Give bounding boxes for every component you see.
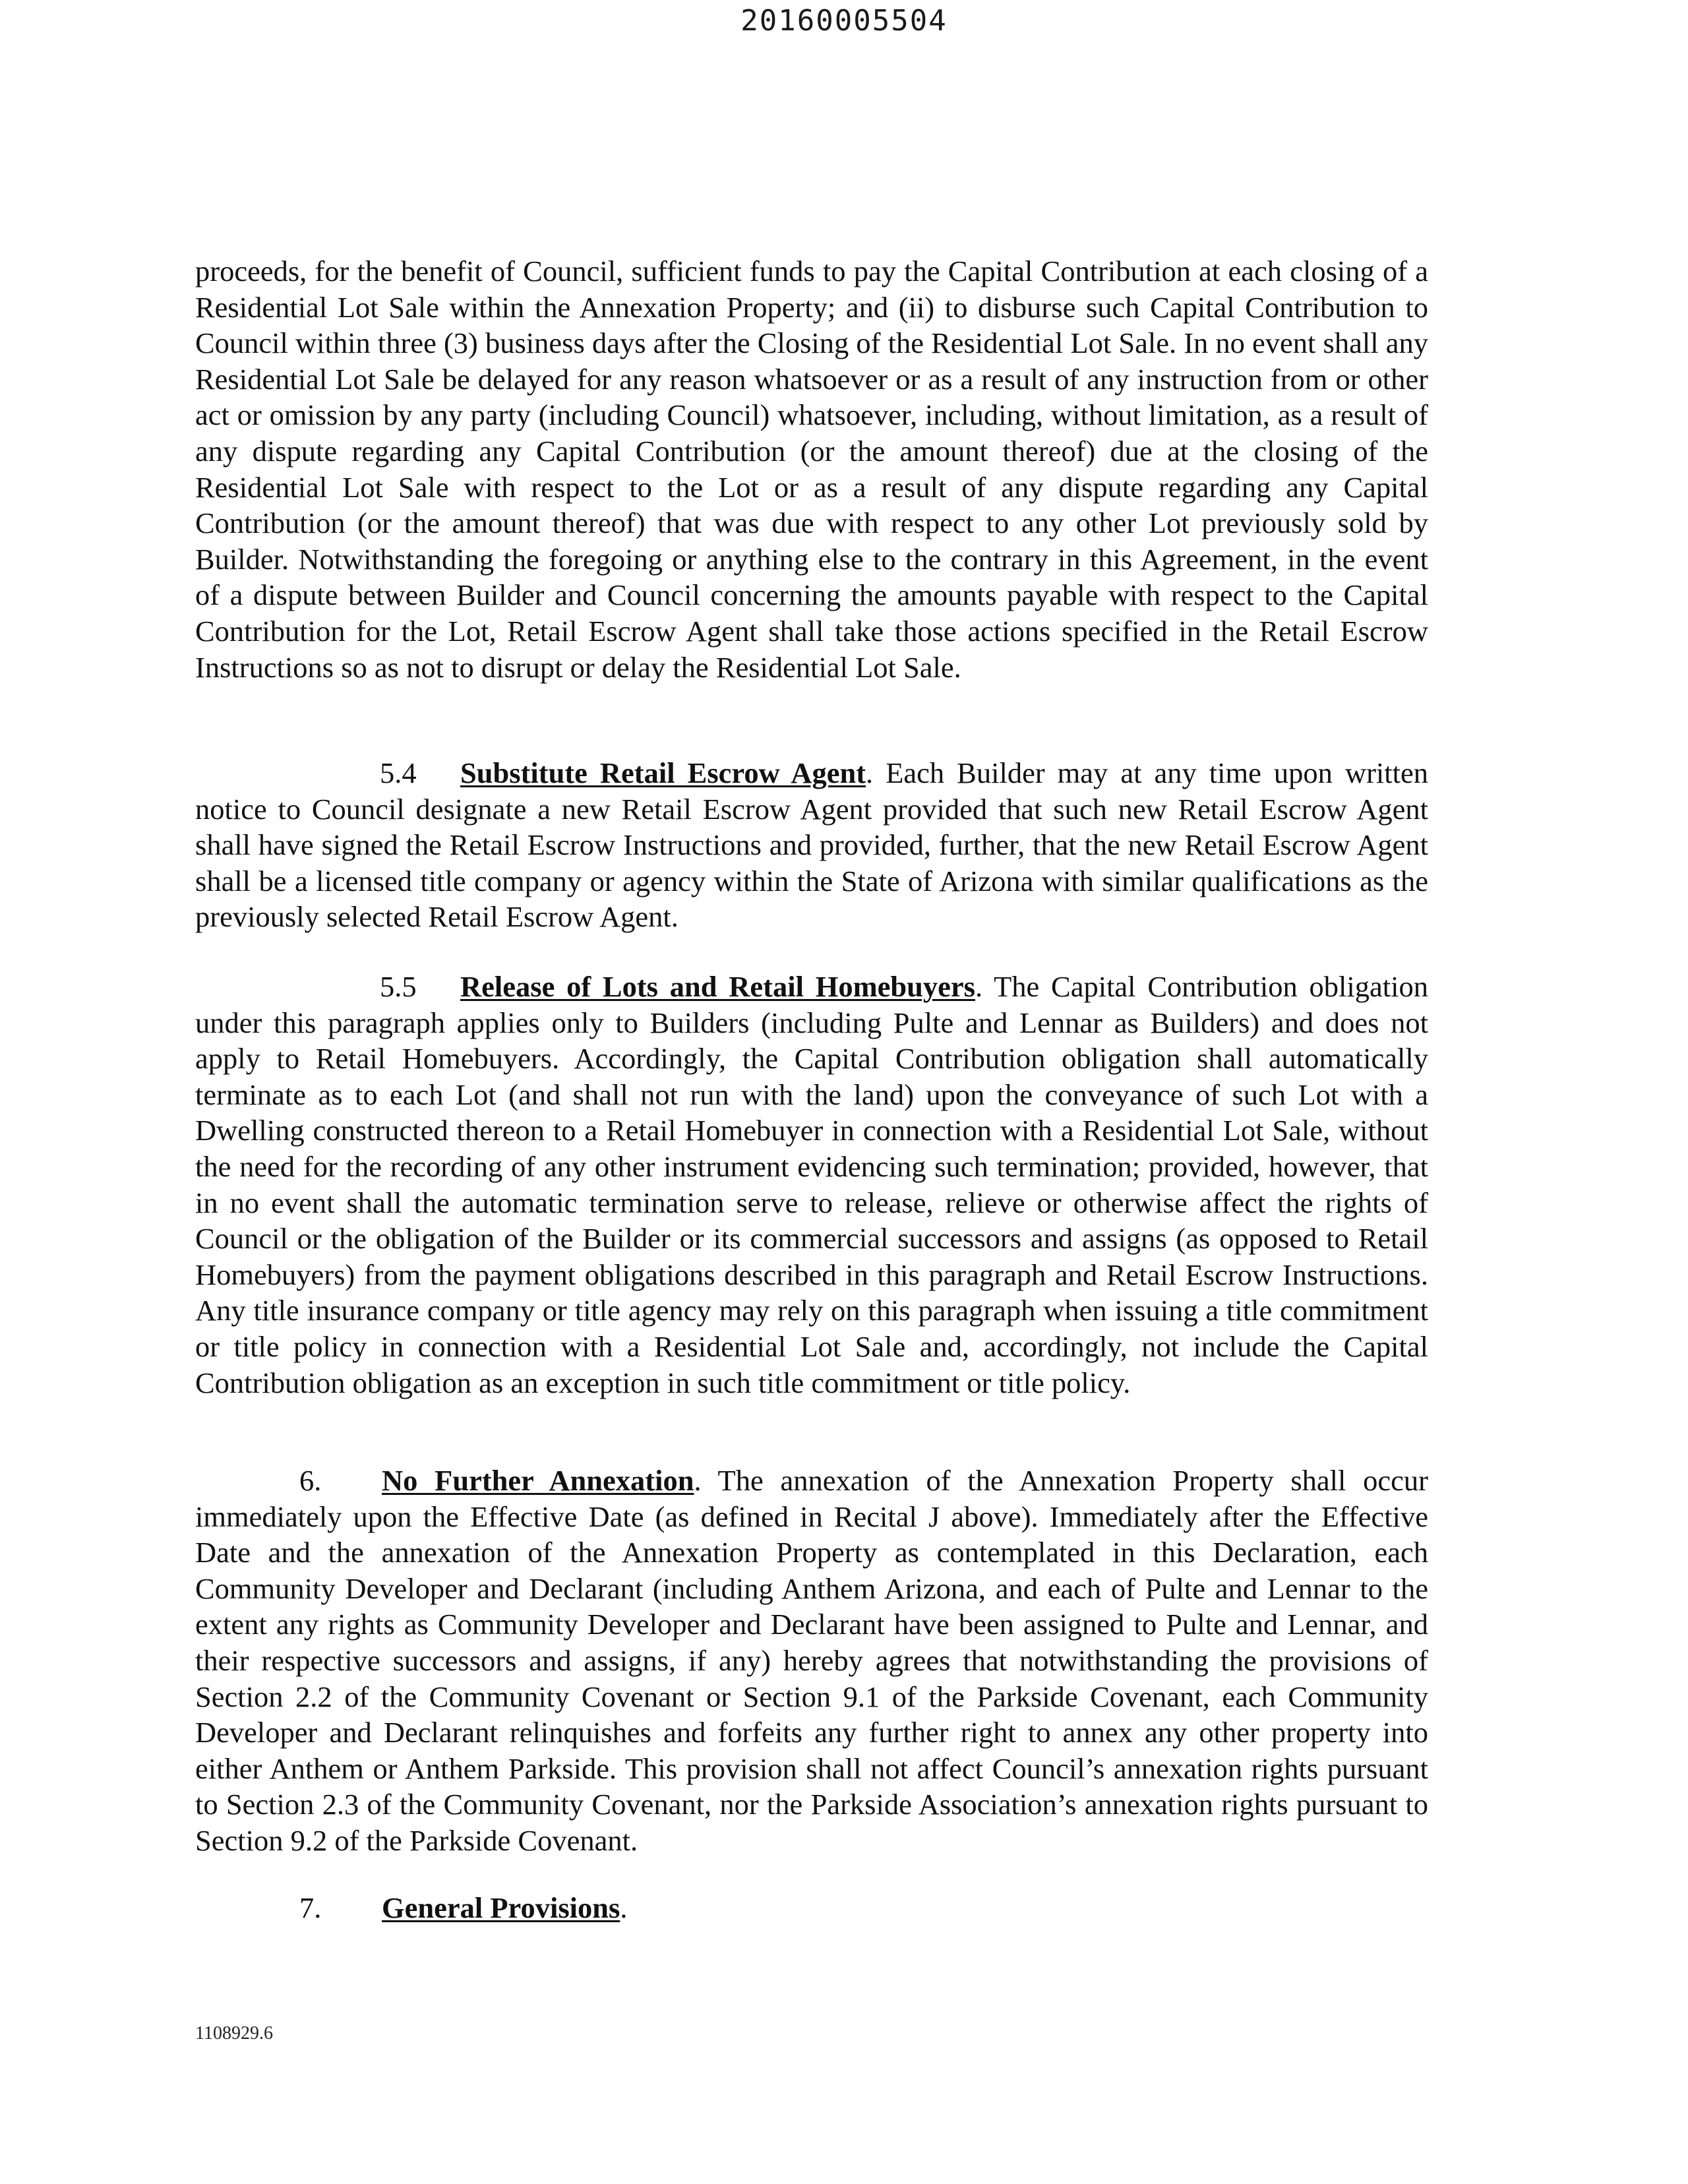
section-number: 6.	[299, 1464, 322, 1497]
recording-number: 20160005504	[740, 4, 948, 38]
section-text: .	[620, 1891, 628, 1924]
section-number: 7.	[299, 1891, 322, 1924]
section-heading: Substitute Retail Escrow Agent	[460, 756, 866, 789]
section-text: . The Capital Contribution obligation under this paragraph applies only to Builders (including Pulte and Lennar as Builders) and does not apply to Retail Homebuyers. Accordingly, the Capital Contribution obligation shall automatically terminate as to each Lot (and shall not run with the land) upon the conveyance of such Lot with a Dwelling constructed thereon to a Retail Homebuyer in connection with a Residential Lot Sale, without the need for the recording of any other instrument evidencing such termination; provided, however, that in no event shall the automatic termination serve to release, relieve or otherwise affect the rights of Council or the obligation of the Builder or its commercial successors and assigns (as opposed to Retail Homebuyers) from the payment obligations described in this paragraph and Retail Escrow Instructions. Any title insurance company or title agency may rely on this paragraph when issuing a title commitment or title policy in connection with a Residential Lot Sale and, accordingly, not include the Capital Contribution obligation as an exception in such title commitment or title policy.	[195, 970, 1428, 1399]
section-7	[195, 1890, 1428, 1926]
section-text: . Each Builder may at any time upon written notice to Council designate a new Retail Escrow Agent provided that such new Retail Escrow Agent shall have signed the Retail Escrow Instructions and provided, further, that the new Retail Escrow Agent shall be a licensed title company or agency within the State of Arizona with similar qualifications as the previously selected Retail Escrow Agent.	[195, 756, 1428, 934]
section-heading: Release of Lots and Retail Homebuyers	[460, 970, 975, 1003]
document-id: 1108929.6	[195, 2023, 273, 2044]
section-6	[195, 1463, 1428, 1859]
paragraph-continuation: proceeds, for the benefit of Council, sufficient funds to pay the Capital Contribution at each closing of a Residential Lot Sale within the Annexation Property; and (ii) to disburse such Capital Contribution to Council within three (3) business days after the Closing of the Residential Lot Sale. In no event shall any Residential Lot Sale be delayed for any reason whatsoever or as a result of any instruction from or other act or omission by any party (including Council) whatsoever, including, without limitation, as a result of any dispute regarding any Capital Contribution (or the amount thereof) due at the closing of the Residential Lot Sale with respect to the Lot or as a result of any dispute regarding any Capital Contribution (or the amount thereof) that was due with respect to any other Lot previously sold by Builder. Notwithstanding the foregoing or anything else to the contrary in this Agreement, in the event of a dispute between Builder and Council concerning the amounts payable with respect to the Capital Contribution for the Lot, Retail Escrow Agent shall take those actions specified in the Retail Escrow Instructions so as not to disrupt or delay the Residential Lot Sale.	[195, 255, 1428, 684]
section-heading: No Further Annexation	[382, 1464, 694, 1497]
section-5-4	[195, 755, 1428, 935]
section-5-5	[195, 969, 1428, 1401]
section-heading: General Provisions	[382, 1891, 620, 1924]
section-number: 5.5	[380, 970, 417, 1003]
section-text: . The annexation of the Annexation Property shall occur immediately upon the Effective Date (as defined in Recital J above). Immediately after the Effective Date and the annexation of the Annexation Property as contemplated in this Declaration, each Community Developer and Declarant (including Anthem Arizona, and each of Pulte and Lennar to the extent any rights as Community Developer and Declarant have been assigned to Pulte and Lennar, and their respective successors and assigns, if any) hereby agrees that notwithstanding the provisions of Section 2.2 of the Community Covenant or Section 9.1 of the Parkside Covenant, each Community Developer and Declarant relinquishes and forfeits any further right to annex any other property into either Anthem or Anthem Parkside. This provision shall not affect Council’s annexation rights pursuant to Section 2.3 of the Community Covenant, nor the Parkside Association’s annexation rights pursuant to Section 9.2 of the Parkside Covenant.	[195, 1464, 1428, 1857]
section-number: 5.4	[380, 756, 417, 789]
